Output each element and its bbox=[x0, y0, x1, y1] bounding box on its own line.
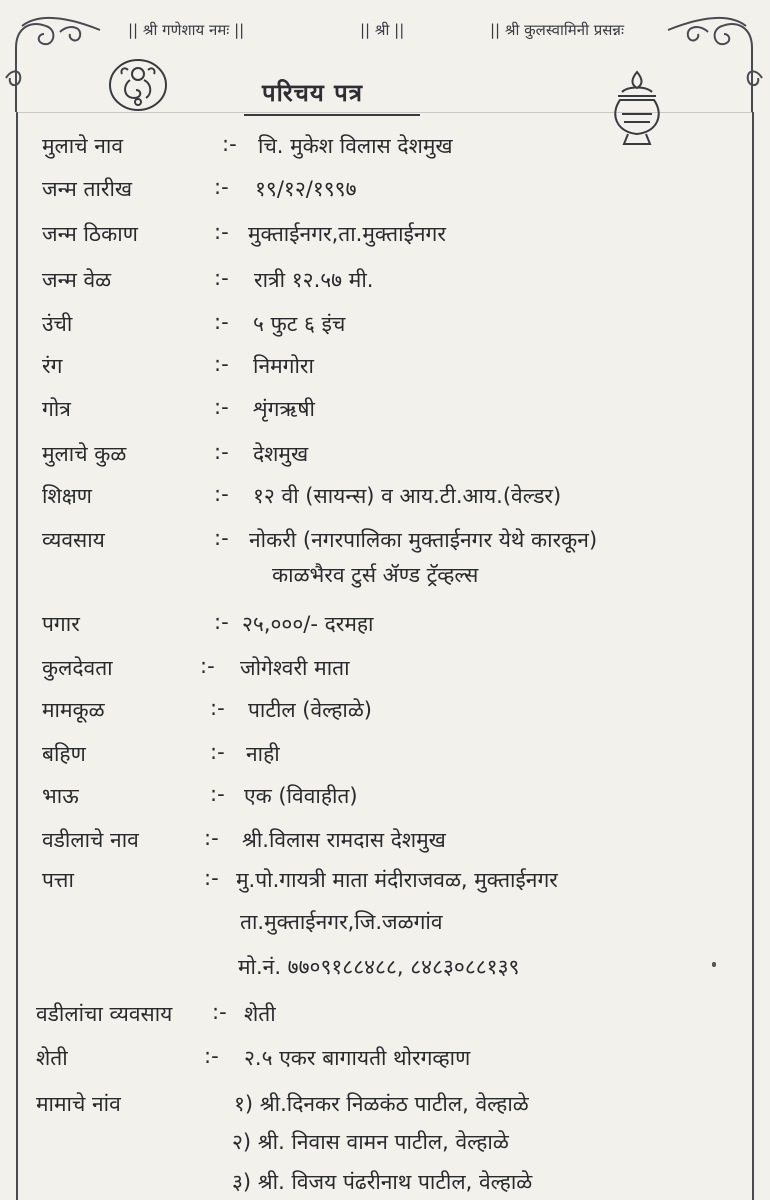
field-value: ५ फुट ६ इंच bbox=[253, 312, 346, 336]
field-row-height bbox=[0, 310, 770, 350]
field-value: नाही bbox=[246, 742, 280, 766]
field-value: एक (विवाहीत) bbox=[244, 784, 358, 808]
field-label: मुलाचे नाव bbox=[42, 134, 124, 158]
invocation-ganesh: || श्री गणेशाय नमः || bbox=[128, 21, 245, 39]
field-row-family-deity bbox=[0, 654, 770, 694]
field-row-brother bbox=[0, 782, 770, 822]
title-underline bbox=[244, 114, 420, 116]
field-value: १९/१२/१९९७ bbox=[255, 177, 357, 201]
field-separator: :- bbox=[214, 440, 229, 464]
field-value: नोकरी (नगरपालिका मुक्ताईनगर येथे कारकून) bbox=[249, 528, 598, 552]
field-row-birth-date bbox=[0, 175, 770, 215]
field-value: मु.पो.गायत्री माता मंदीराजवळ, मुक्ताईनगर bbox=[236, 868, 558, 892]
field-separator: :- bbox=[204, 1044, 219, 1068]
field-row-father-occupation bbox=[0, 1000, 770, 1040]
invocation-shri: || श्री || bbox=[360, 21, 405, 39]
field-separator: :- bbox=[214, 310, 229, 334]
field-value: निमगोरा bbox=[253, 354, 314, 378]
field-value: मुक्ताईनगर,ता.मुक्ताईनगर bbox=[248, 222, 446, 246]
field-value: चि. मुकेश विलास देशमुख bbox=[258, 134, 453, 158]
ganesh-emblem-icon bbox=[108, 58, 168, 116]
field-value: १२ वी (सायन्स) व आय.टी.आय.(वेल्डर) bbox=[253, 484, 562, 508]
field-separator: :- bbox=[204, 826, 219, 850]
field-label: पगार bbox=[42, 612, 80, 636]
field-separator: :- bbox=[214, 482, 229, 506]
field-separator: :- bbox=[214, 395, 229, 419]
field-label: कुलदेवता bbox=[42, 656, 113, 680]
field-row-occupation bbox=[0, 526, 770, 566]
field-label: पत्ता bbox=[42, 868, 74, 892]
field-row-birth-time bbox=[0, 266, 770, 306]
corner-ornament-icon bbox=[660, 8, 770, 118]
field-value: देशमुख bbox=[253, 442, 309, 466]
field-separator: :- bbox=[214, 526, 229, 550]
field-label: बहिण bbox=[42, 742, 86, 766]
field-row-father-name bbox=[0, 826, 770, 866]
field-value: जोगेश्वरी माता bbox=[240, 656, 350, 680]
field-separator: :- bbox=[210, 782, 225, 806]
field-value-continuation: ता.मुक्ताईनगर,जि.जळगांव bbox=[240, 910, 443, 934]
field-value: २.५ एकर बागायती थोरगव्हाण bbox=[244, 1046, 471, 1070]
field-separator: :- bbox=[210, 740, 225, 764]
field-value: पाटील (वेल्हाळे) bbox=[248, 698, 372, 722]
field-value-continuation: काळभैरव टुर्स ॲण्ड ट्रॅव्हल्स bbox=[272, 563, 479, 587]
field-value: शेती bbox=[244, 1002, 276, 1026]
field-row-salary bbox=[0, 610, 770, 650]
field-value: शृंगऋषी bbox=[253, 397, 315, 421]
field-separator: :- bbox=[200, 654, 215, 678]
field-value-continuation: ३) श्री. विजय पंढरीनाथ पाटील, वेल्हाळे bbox=[232, 1170, 533, 1194]
ink-mark bbox=[712, 962, 716, 967]
field-separator: :- bbox=[214, 352, 229, 376]
field-separator: :- bbox=[204, 866, 219, 890]
field-label: रंग bbox=[42, 354, 63, 378]
field-value: २५,०००/- दरमहा bbox=[242, 612, 374, 636]
field-label: शेती bbox=[36, 1046, 68, 1070]
field-separator: :- bbox=[214, 266, 229, 290]
field-row-clan bbox=[0, 440, 770, 480]
field-value: रात्री १२.५७ मी. bbox=[254, 268, 374, 292]
field-row-address bbox=[0, 866, 770, 906]
field-label: वडीलांचा व्यवसाय bbox=[36, 1002, 173, 1026]
page-title: परिचय पत्र bbox=[262, 79, 364, 107]
field-label: उंची bbox=[42, 312, 73, 336]
field-row-groom-name bbox=[0, 132, 770, 172]
field-separator: :- bbox=[214, 610, 229, 634]
field-separator: :- bbox=[214, 220, 229, 244]
field-row-complexion bbox=[0, 352, 770, 392]
field-label: व्यवसाय bbox=[42, 528, 105, 552]
field-value-continuation: मो.नं. ७७०९१८८४८८, ८४८३०८८१३९ bbox=[238, 955, 520, 979]
field-value: १) श्री.दिनकर निळकंठ पाटील, वेल्हाळे bbox=[234, 1092, 529, 1116]
invocation-kulswamini: || श्री कुलस्वामिनी प्रसन्नः bbox=[490, 21, 624, 39]
field-label: जन्म वेळ bbox=[42, 268, 112, 292]
field-label: वडीलाचे नाव bbox=[42, 828, 139, 852]
field-label: भाऊ bbox=[42, 784, 79, 808]
field-label: मुलाचे कुळ bbox=[42, 442, 127, 466]
field-row-gotra bbox=[0, 395, 770, 435]
field-row-birth-place bbox=[0, 220, 770, 260]
field-row-maternal-uncles bbox=[0, 1090, 770, 1130]
field-value: श्री.विलास रामदास देशमुख bbox=[242, 828, 446, 852]
field-label: गोत्र bbox=[42, 397, 71, 421]
field-label: शिक्षण bbox=[42, 484, 92, 508]
corner-ornament-icon bbox=[0, 8, 110, 118]
field-label: जन्म ठिकाण bbox=[42, 222, 138, 246]
field-label: मामकूळ bbox=[42, 698, 105, 722]
field-row-maternal-clan bbox=[0, 696, 770, 736]
field-value-continuation: २) श्री. निवास वामन पाटील, वेल्हाळे bbox=[232, 1130, 509, 1154]
field-separator: :- bbox=[212, 1000, 227, 1024]
field-separator: :- bbox=[210, 696, 225, 720]
field-row-education bbox=[0, 482, 770, 522]
field-label: जन्म तारीख bbox=[42, 177, 133, 201]
field-label: मामाचे नांव bbox=[36, 1092, 121, 1116]
field-separator: :- bbox=[222, 132, 237, 156]
field-row-sister bbox=[0, 740, 770, 780]
field-separator: :- bbox=[214, 175, 229, 199]
field-row-farmland bbox=[0, 1044, 770, 1084]
